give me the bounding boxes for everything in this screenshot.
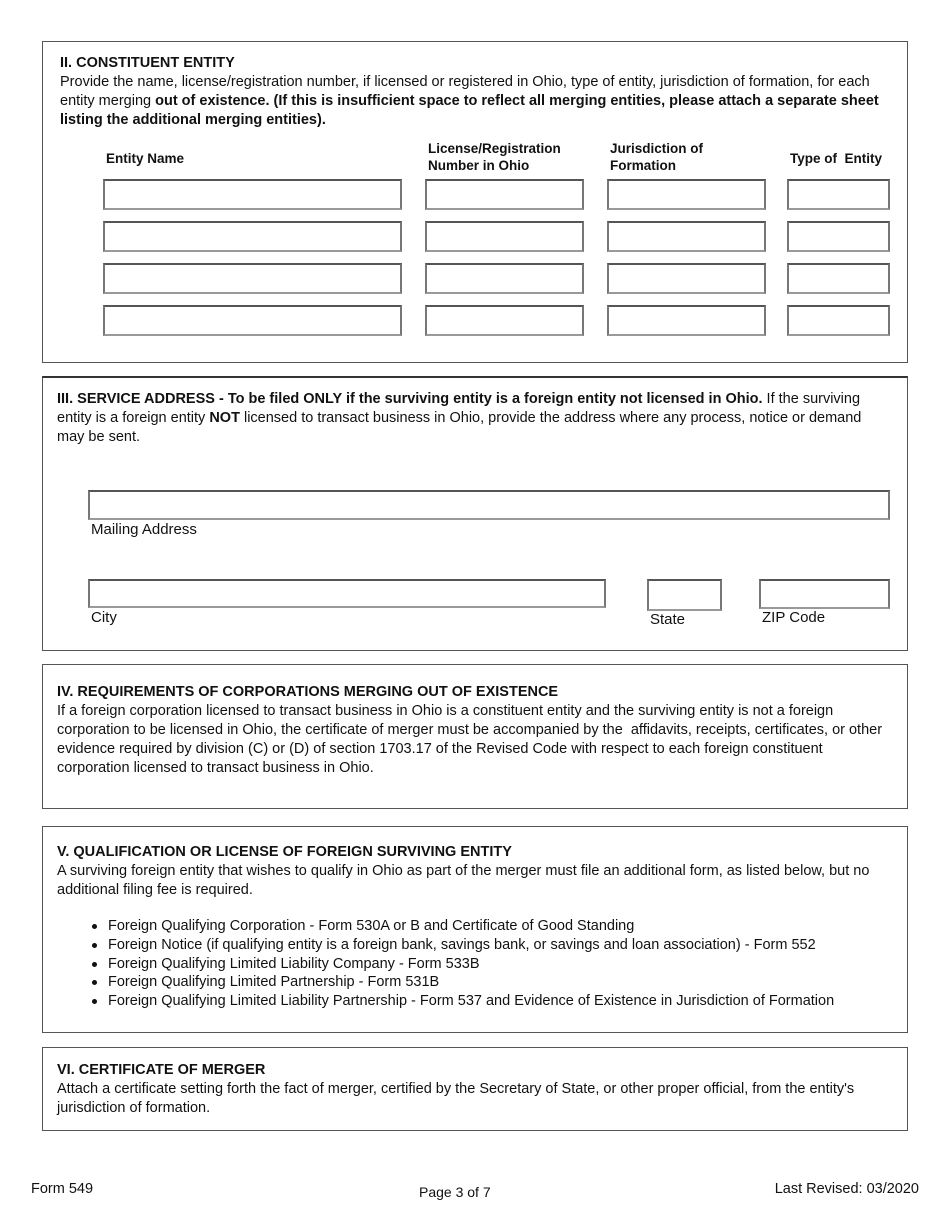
section-body: If a foreign corporation licensed to transact business in Ohio is a constituent entity and the surviving entity is not a foreign corporation to be licensed in Ohio, the certificate of merger must be accompanied by the affidavits, receipts, certificates, or other evidence required by division (C) or (D) of section 1703.17 of the Revised Code with respect to each foreign constituent corporation licensed to transact business in Ohio. — [57, 703, 887, 776]
section-title: IV. REQUIREMENTS OF CORPORATIONS MERGING OUT OF EXISTENCE — [57, 684, 559, 700]
section-title: II. CONSTITUENT ENTITY — [60, 55, 235, 71]
bullet-icon — [92, 962, 97, 967]
license-number-input-4[interactable] — [425, 305, 584, 336]
entity-type-input-2[interactable] — [787, 221, 890, 252]
section-constituent-entity — [42, 41, 908, 363]
column-header-entity-name: Entity Name — [106, 151, 185, 166]
bullet-icon — [92, 980, 97, 985]
entity-type-input-3[interactable] — [787, 263, 890, 294]
license-number-input-2[interactable] — [425, 221, 584, 252]
jurisdiction-input-4[interactable] — [607, 305, 766, 336]
column-header-jurisdiction-line2: Formation — [610, 158, 676, 173]
list-item — [92, 917, 897, 936]
instructions-bold-text: out of existence. (If this is insufficient space to reflect all merging entities, please attach a separate sheet listing the additional merging entities). — [60, 93, 879, 128]
column-header-license-line2: Number in Ohio — [428, 158, 530, 173]
state-label: State — [650, 611, 686, 628]
instructions-text-continued: licensed to transact business in Ohio, provide the address where any process, notice or demand may be sent. — [57, 410, 862, 445]
bullet-icon — [92, 943, 97, 948]
section-title: III. SERVICE ADDRESS - To be filed ONLY if the surviving entity is a foreign entity not licensed in Ohio. — [57, 391, 763, 407]
bullet-icon — [92, 999, 97, 1004]
jurisdiction-input-1[interactable] — [607, 179, 766, 210]
bullet-icon — [92, 924, 97, 929]
list-item-text: Foreign Qualifying Limited Liability Company - Form 533B — [108, 955, 480, 972]
column-header-type-of-entity: Type of Entity — [790, 151, 883, 166]
section-instructions — [60, 73, 900, 130]
column-header-license-line1: License/Registration — [428, 141, 561, 156]
column-header-license — [428, 140, 561, 174]
instructions-text: Provide the name, license/registration number, if licensed or registered in Ohio, type of entity, jurisdiction of formation, for each entity merging — [60, 74, 870, 109]
state-input[interactable] — [647, 579, 722, 611]
license-number-input-3[interactable] — [425, 263, 584, 294]
form-number: Form 549 — [31, 1181, 94, 1197]
section-corporation-requirements — [42, 664, 908, 809]
entity-name-input-1[interactable] — [103, 179, 402, 210]
instructions-text: If the surviving entity is a foreign entity — [57, 391, 861, 426]
list-item — [92, 936, 897, 955]
section-body: A surviving foreign entity that wishes to qualify in Ohio as part of the merger must file an additional form, as listed below, but no additional filing fee is required. — [57, 863, 870, 898]
jurisdiction-input-2[interactable] — [607, 221, 766, 252]
section-certificate-of-merger — [42, 1047, 908, 1131]
mailing-address-input[interactable] — [88, 490, 890, 520]
section-title: VI. CERTIFICATE OF MERGER — [57, 1062, 266, 1078]
column-header-jurisdiction — [610, 140, 703, 174]
zip-code-input[interactable] — [759, 579, 890, 609]
jurisdiction-input-3[interactable] — [607, 263, 766, 294]
city-input[interactable] — [88, 579, 606, 608]
list-item-text: Foreign Qualifying Limited Liability Partnership - Form 537 and Evidence of Existence in Jurisdiction of Formation — [108, 993, 835, 1010]
section-service-address — [42, 376, 908, 651]
section-foreign-qualification — [42, 826, 908, 1033]
entity-name-input-2[interactable] — [103, 221, 402, 252]
form-list — [43, 917, 897, 1011]
entity-name-input-4[interactable] — [103, 305, 402, 336]
license-number-input-1[interactable] — [425, 179, 584, 210]
list-item-text: Foreign Qualifying Limited Partnership - Form 531B — [108, 974, 440, 991]
instructions-bold-text: NOT — [209, 410, 240, 426]
section-title: V. QUALIFICATION OR LICENSE OF FOREIGN SURVIVING ENTITY — [57, 844, 512, 860]
zip-code-label: ZIP Code — [762, 609, 826, 626]
list-item-text: Foreign Qualifying Corporation - Form 530A or B and Certificate of Good Standing — [108, 918, 635, 934]
page-number: Page 3 of 7 — [419, 1184, 491, 1200]
mailing-address-label: Mailing Address — [91, 521, 197, 538]
section-body: Attach a certificate setting forth the fact of merger, certified by the Secretary of State, or other proper official, from the entity's jurisdiction of formation. — [57, 1081, 855, 1116]
list-item-text: Foreign Notice (if qualifying entity is a foreign bank, savings bank, or savings and loan association) - Form 552 — [108, 936, 816, 953]
list-item — [92, 973, 897, 992]
city-label: City — [91, 609, 117, 626]
last-revised: Last Revised: 03/2020 — [774, 1181, 919, 1197]
entity-type-input-1[interactable] — [787, 179, 890, 210]
entity-type-input-4[interactable] — [787, 305, 890, 336]
column-header-jurisdiction-line1: Jurisdiction of — [610, 141, 704, 156]
section-instructions — [57, 390, 887, 447]
list-item — [92, 955, 897, 974]
list-item — [92, 992, 897, 1011]
entity-name-input-3[interactable] — [103, 263, 402, 294]
